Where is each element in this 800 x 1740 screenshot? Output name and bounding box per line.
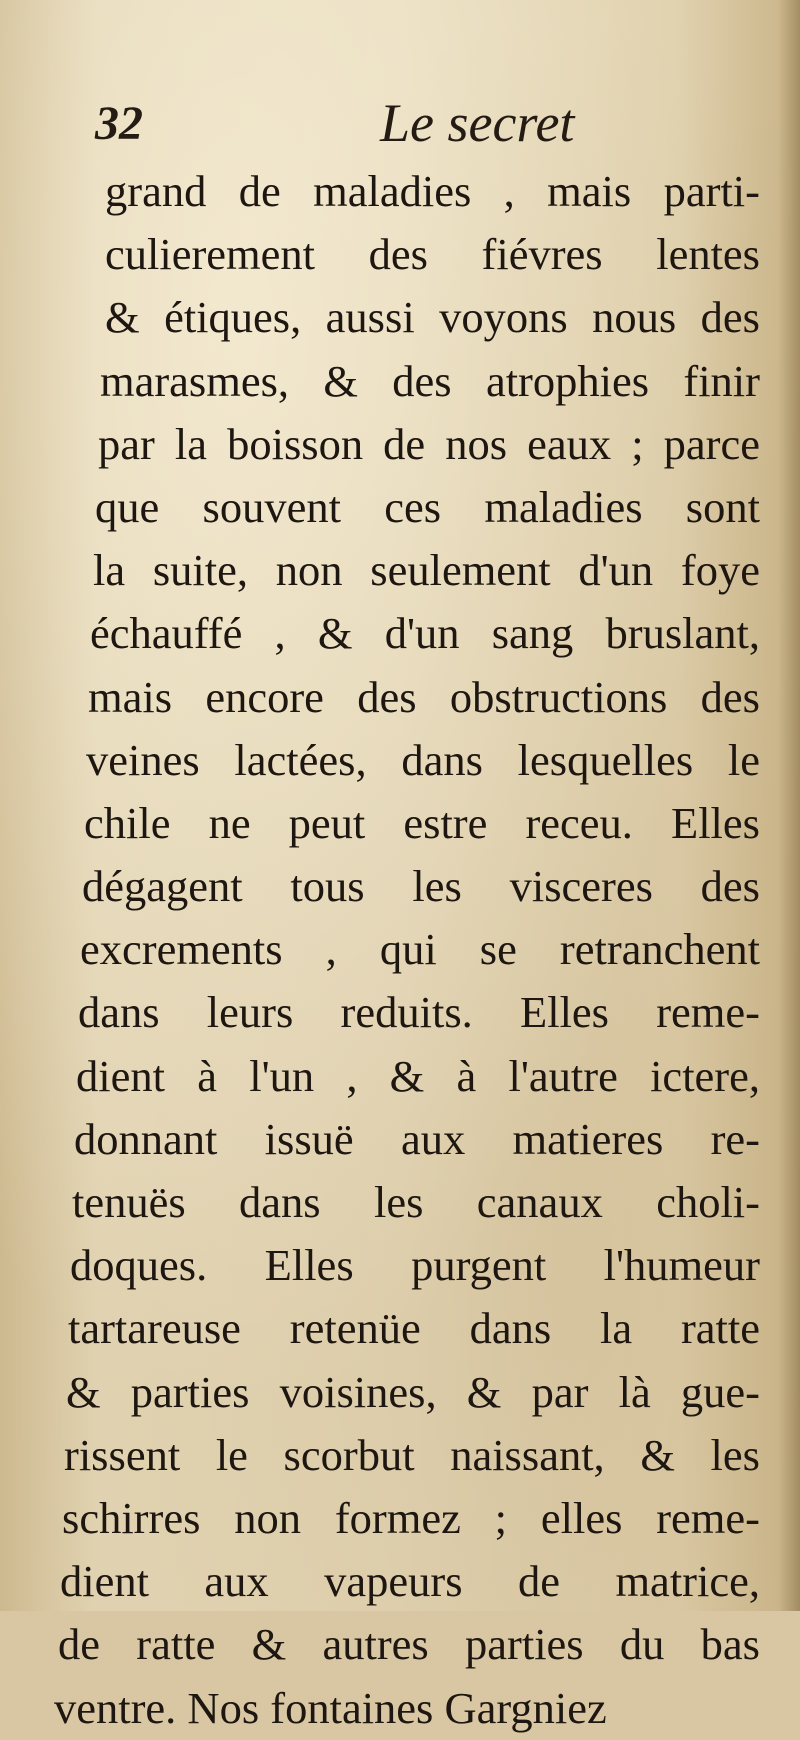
text-line-content: donnant issuë aux matieres re- xyxy=(74,1113,760,1164)
text-line-content: tartareuse retenüe dans la ratte xyxy=(68,1303,760,1354)
text-line-content: marasmes, & des atrophies finir xyxy=(100,355,760,406)
text-line-content: la suite, non seulement d'un foye xyxy=(93,545,760,596)
text-line-content: mais encore des obstructions des xyxy=(88,671,760,722)
text-line xyxy=(50,729,760,792)
page-number: 32 xyxy=(95,97,143,150)
text-line xyxy=(50,792,760,855)
text-line xyxy=(50,1171,760,1234)
text-line xyxy=(50,918,760,981)
text-line-content: culierement des fiévres lentes xyxy=(105,229,760,280)
text-line-content: dans leurs reduits. Elles reme- xyxy=(78,987,760,1038)
text-line xyxy=(50,223,760,286)
page-edge-shadow xyxy=(778,0,800,1611)
text-line xyxy=(50,1550,760,1613)
text-line-content: veines lactées, dans lesquelles le xyxy=(86,734,760,785)
text-line xyxy=(50,1045,760,1108)
text-line-content: dient aux vapeurs de matrice, xyxy=(60,1556,760,1607)
text-line xyxy=(50,1108,760,1171)
text-line xyxy=(50,1361,760,1424)
text-line-content: excrements , qui se retranchent xyxy=(80,924,760,975)
text-line xyxy=(50,350,760,413)
text-line-content: échauffé , & d'un sang bruslant, xyxy=(90,608,760,659)
text-line xyxy=(50,1424,760,1487)
running-title: Le secret xyxy=(380,93,575,153)
text-line xyxy=(50,1487,760,1550)
text-line xyxy=(50,286,760,349)
text-line-content: rissent le scorbut naissant, & les xyxy=(64,1429,760,1480)
text-line-content: & étiques, aussi voyons nous des xyxy=(105,292,760,343)
text-line-content: tenuës dans les canaux choli- xyxy=(72,1177,760,1227)
text-line-content: par la boisson de nos eaux ; parce xyxy=(98,418,760,469)
text-line xyxy=(50,1677,760,1740)
text-line xyxy=(50,1613,760,1676)
text-line-content: schirres non formez ; elles reme- xyxy=(62,1492,760,1543)
text-line xyxy=(50,981,760,1044)
text-line-content: ventre. Nos fontaines Gargniez xyxy=(54,1682,607,1733)
text-line xyxy=(50,539,760,602)
text-line xyxy=(50,602,760,665)
text-line-content: de ratte & autres parties du bas xyxy=(58,1619,760,1670)
text-line-content: que souvent ces maladies sont xyxy=(95,481,760,532)
text-line-content: chile ne peut estre receu. Elles xyxy=(84,797,760,848)
text-line xyxy=(50,1234,760,1297)
text-line xyxy=(50,413,760,476)
page-header xyxy=(95,92,615,162)
body-text xyxy=(50,160,780,1740)
text-line xyxy=(50,855,760,918)
text-line-content: doques. Elles purgent l'humeur xyxy=(70,1240,760,1291)
text-line xyxy=(50,1297,760,1360)
text-line xyxy=(50,666,760,729)
text-line xyxy=(50,476,760,539)
text-line-content: & parties voisines, & par là gue- xyxy=(66,1366,760,1417)
text-line xyxy=(50,160,760,223)
text-line-content: dégagent tous les visceres des xyxy=(82,861,760,912)
text-line-content: dient à l'un , & à l'autre ictere, xyxy=(76,1050,760,1101)
text-line-content: grand de maladies , mais parti- xyxy=(105,166,760,216)
